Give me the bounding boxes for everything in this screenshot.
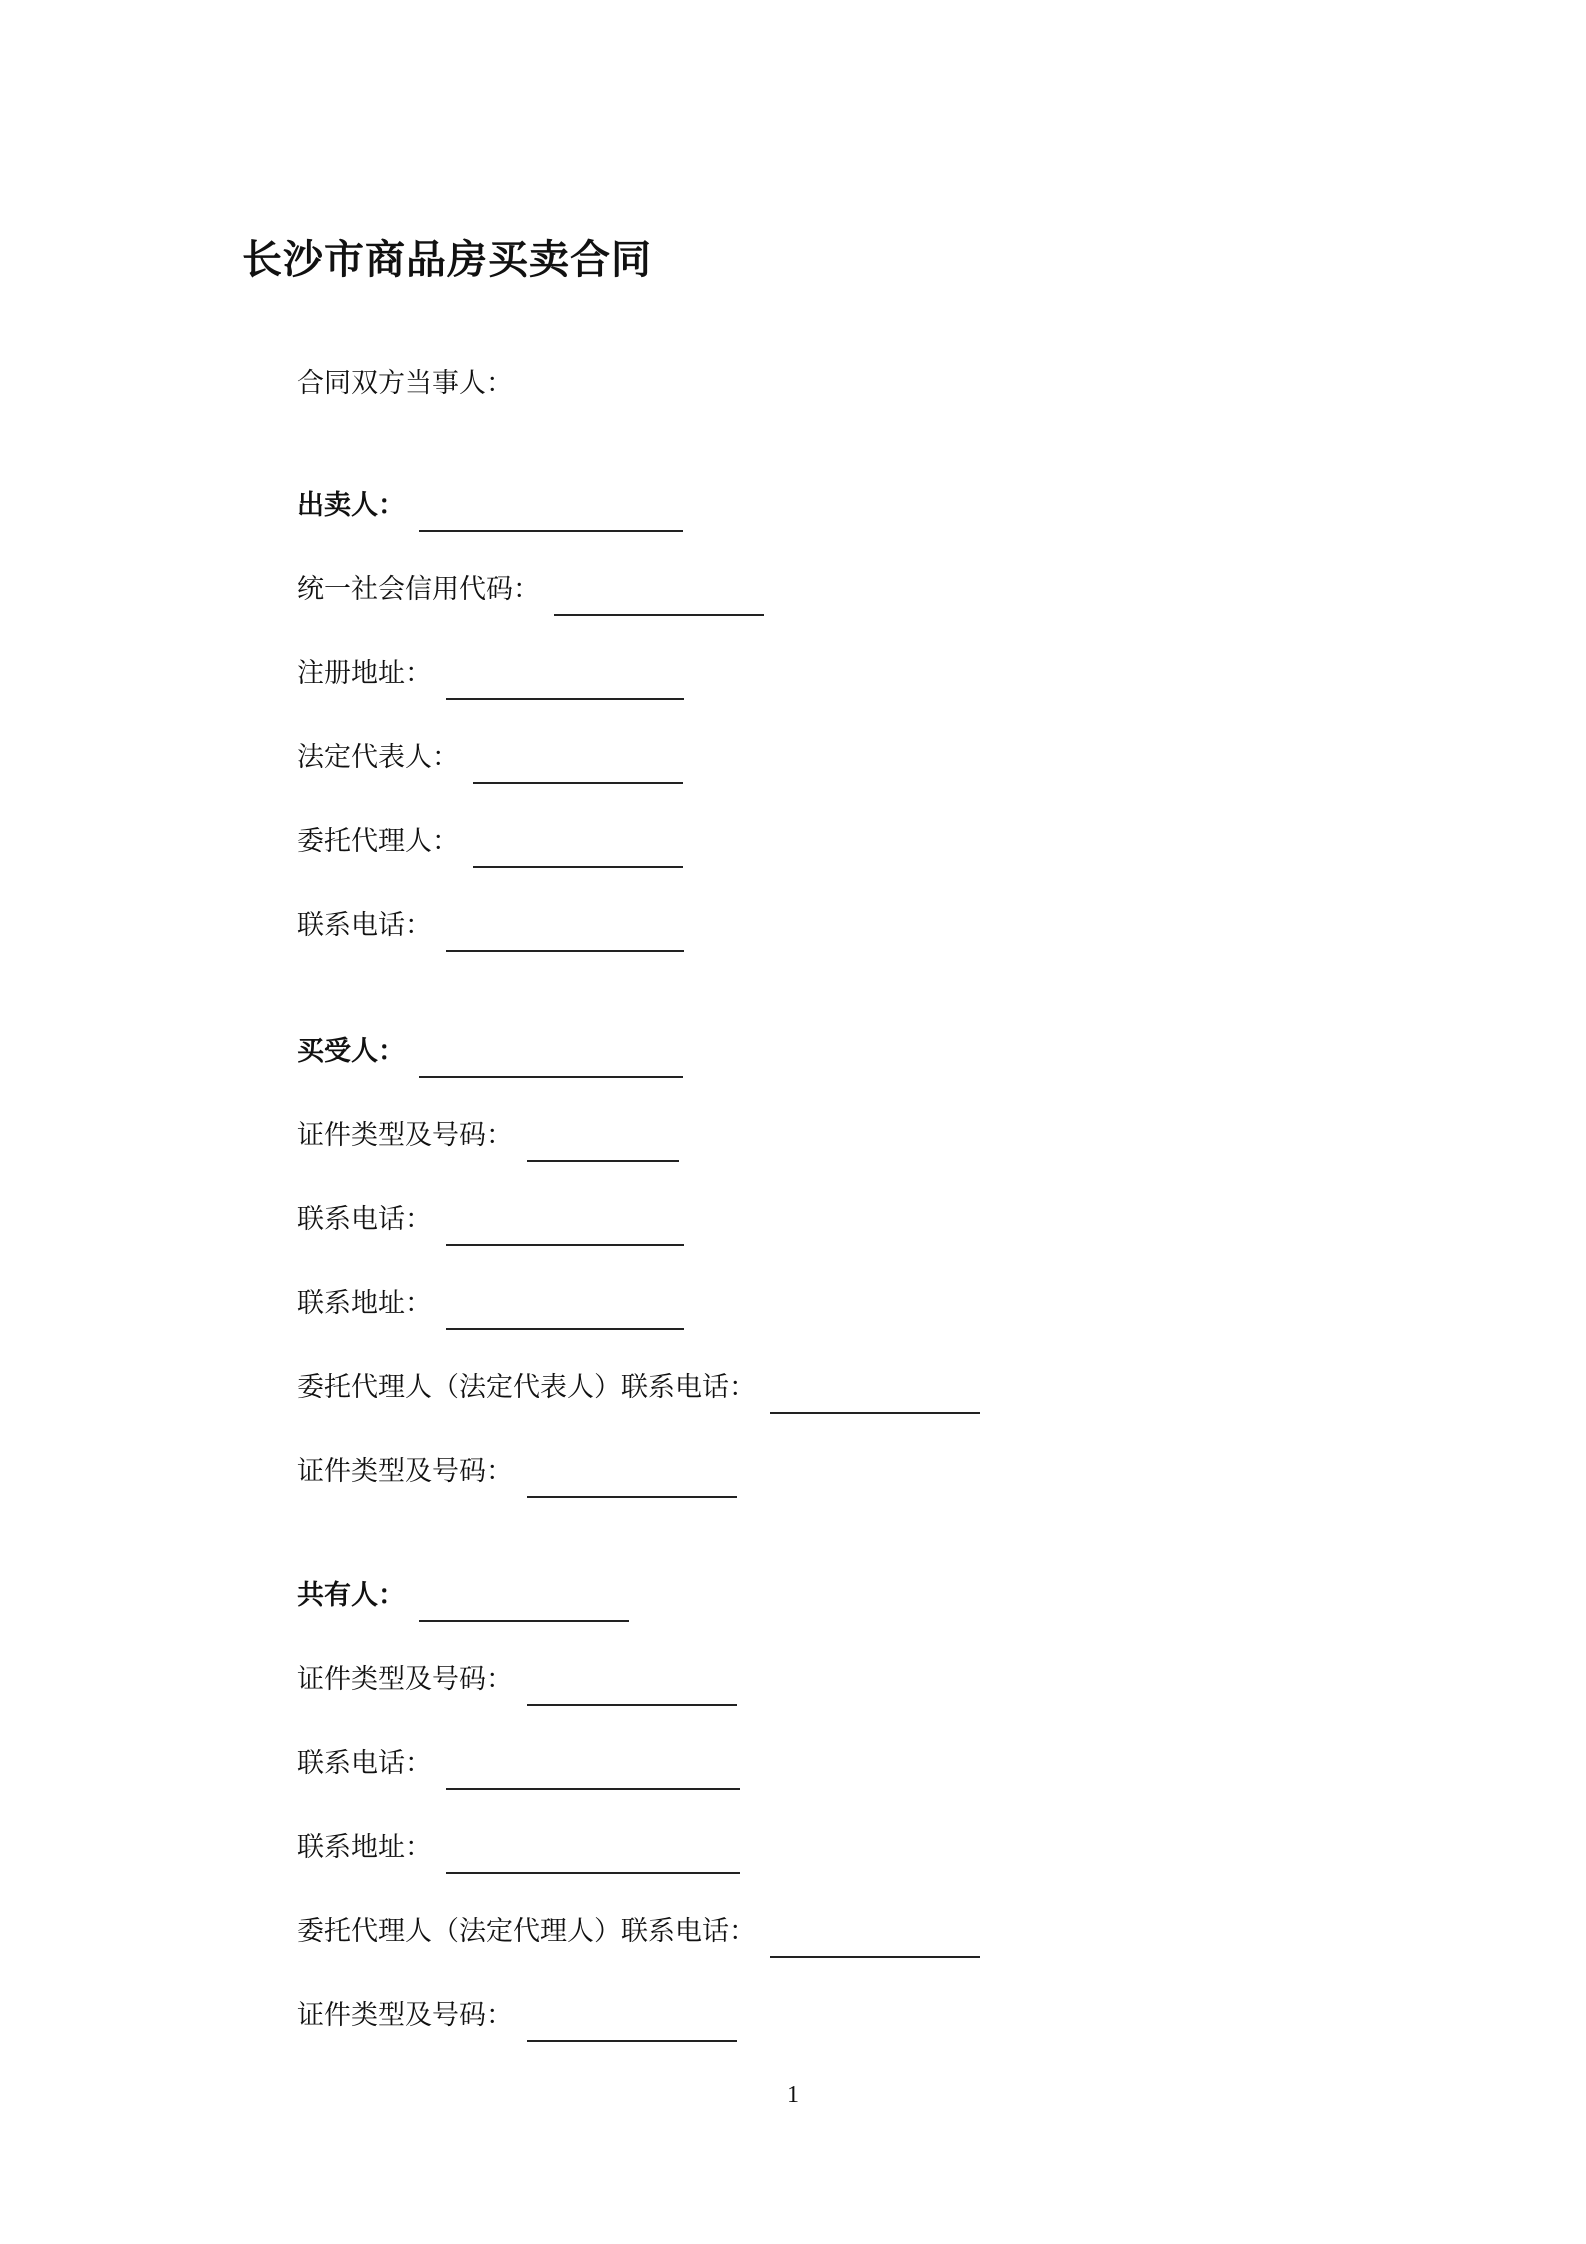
co-owner-id-blank[interactable] bbox=[527, 1674, 737, 1706]
seller-address-blank[interactable] bbox=[446, 668, 684, 700]
buyer-row bbox=[297, 1032, 683, 1072]
co-owner-agent-id-row bbox=[297, 1996, 737, 2036]
seller-phone-label: 联系电话： bbox=[297, 910, 432, 941]
buyer-blank[interactable] bbox=[419, 1046, 683, 1078]
buyer-agent-phone-label: 委托代理人（法定代表人）联系电话： bbox=[297, 1372, 756, 1403]
page-number: 1 bbox=[787, 2082, 799, 2108]
co-owner-agent-id-blank[interactable] bbox=[527, 2010, 737, 2042]
seller-credit-code-blank[interactable] bbox=[554, 584, 764, 616]
co-owner-address-row bbox=[297, 1828, 740, 1868]
co-owner-phone-blank[interactable] bbox=[446, 1758, 740, 1790]
document-title: 长沙市商品房买卖合同 bbox=[242, 237, 652, 283]
co-owner-blank[interactable] bbox=[419, 1590, 629, 1622]
seller-blank[interactable] bbox=[419, 500, 683, 532]
co-owner-address-label: 联系地址： bbox=[297, 1832, 432, 1863]
buyer-phone-label: 联系电话： bbox=[297, 1204, 432, 1235]
co-owner-agent-phone-label: 委托代理人（法定代理人）联系电话： bbox=[297, 1916, 756, 1947]
seller-agent-label: 委托代理人： bbox=[297, 826, 459, 857]
buyer-phone-row bbox=[297, 1200, 684, 1240]
seller-agent-row bbox=[297, 822, 683, 862]
co-owner-agent-id-label: 证件类型及号码： bbox=[297, 2000, 513, 2031]
buyer-id-label: 证件类型及号码： bbox=[297, 1120, 513, 1151]
seller-legal-rep-row bbox=[297, 738, 683, 778]
buyer-agent-id-row bbox=[297, 1452, 737, 1492]
co-owner-row bbox=[297, 1576, 629, 1616]
seller-legal-rep-label: 法定代表人： bbox=[297, 742, 459, 773]
buyer-address-blank[interactable] bbox=[446, 1298, 684, 1330]
co-owner-id-row bbox=[297, 1660, 737, 1700]
buyer-address-row bbox=[297, 1284, 684, 1324]
seller-phone-row bbox=[297, 906, 684, 946]
co-owner-agent-phone-blank[interactable] bbox=[770, 1926, 980, 1958]
buyer-address-label: 联系地址： bbox=[297, 1288, 432, 1319]
buyer-agent-phone-blank[interactable] bbox=[770, 1382, 980, 1414]
seller-credit-code-label: 统一社会信用代码： bbox=[297, 574, 540, 605]
buyer-agent-id-label: 证件类型及号码： bbox=[297, 1456, 513, 1487]
buyer-agent-id-blank[interactable] bbox=[527, 1466, 737, 1498]
seller-agent-blank[interactable] bbox=[473, 836, 683, 868]
seller-row bbox=[297, 486, 683, 526]
co-owner-address-blank[interactable] bbox=[446, 1842, 740, 1874]
seller-label: 出卖人： bbox=[297, 490, 405, 521]
seller-address-label: 注册地址： bbox=[297, 658, 432, 689]
buyer-id-blank[interactable] bbox=[527, 1130, 679, 1162]
parties-intro: 合同双方当事人： bbox=[297, 368, 513, 399]
seller-credit-code-row bbox=[297, 570, 764, 610]
buyer-label: 买受人： bbox=[297, 1036, 405, 1067]
co-owner-phone-label: 联系电话： bbox=[297, 1748, 432, 1779]
co-owner-label: 共有人： bbox=[297, 1580, 405, 1611]
buyer-id-row bbox=[297, 1116, 679, 1156]
buyer-phone-blank[interactable] bbox=[446, 1214, 684, 1246]
seller-legal-rep-blank[interactable] bbox=[473, 752, 683, 784]
buyer-agent-phone-row bbox=[297, 1368, 980, 1408]
co-owner-agent-phone-row bbox=[297, 1912, 980, 1952]
seller-address-row bbox=[297, 654, 684, 694]
co-owner-id-label: 证件类型及号码： bbox=[297, 1664, 513, 1695]
seller-phone-blank[interactable] bbox=[446, 920, 684, 952]
co-owner-phone-row bbox=[297, 1744, 740, 1784]
